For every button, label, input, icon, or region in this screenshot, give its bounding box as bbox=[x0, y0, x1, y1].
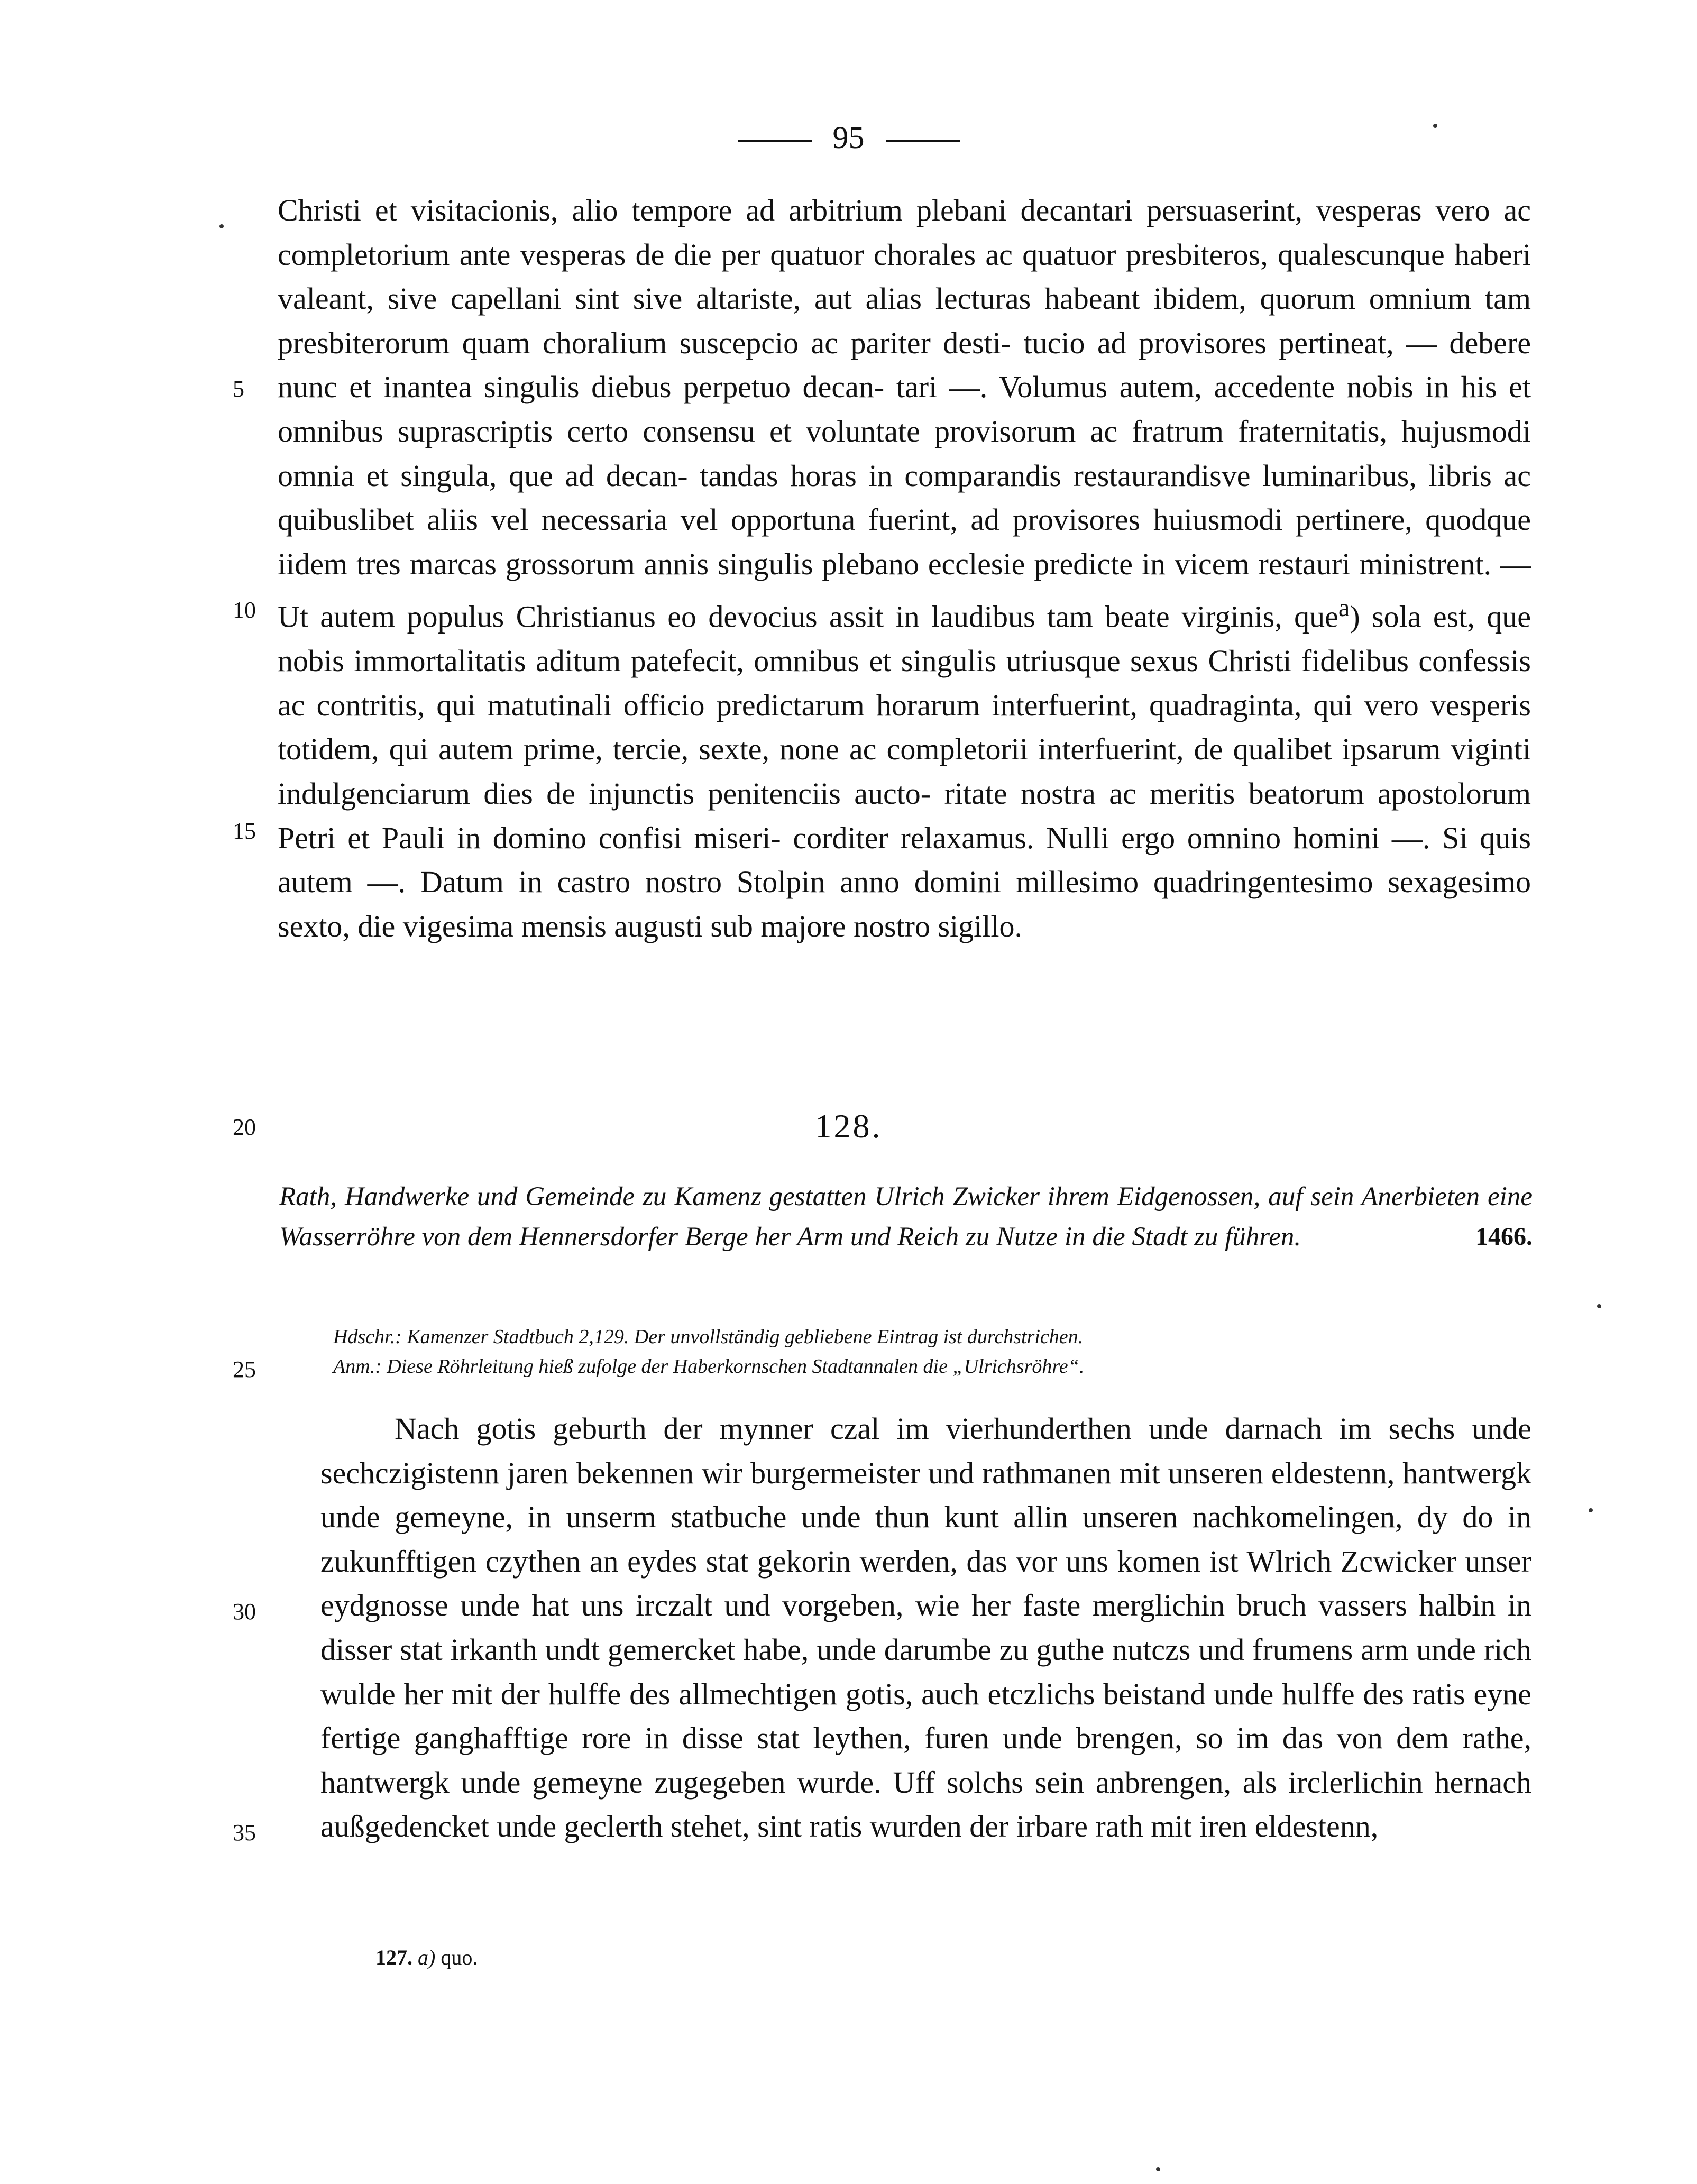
page-number-dash-right bbox=[886, 140, 960, 142]
document-date: 1466. bbox=[1475, 1223, 1533, 1251]
body-line: Ut autem populus Christianus eo devocius assit in laudibus tam beate virginis, que bbox=[278, 599, 1338, 634]
body-line: interfuerint, de qualibet ipsarum viginti indulgenciarum dies de injunctis penitenciis aucto- bbox=[278, 732, 1531, 811]
manuscript-source: Hdschr.: Kamenzer Stadtbuch 2,129. Der unvollständig gebliebene Eintrag ist durchstrichen. bbox=[333, 1326, 1084, 1348]
body-line: tucio ad provisores pertineat, — debere nunc et inantea singulis diebus perpetuo decan- bbox=[278, 325, 1531, 405]
page-number-dash-left bbox=[738, 140, 812, 142]
body-line: vero ac completorium ante vesperas de die per quatuor chorales ac quatuor presbiteros, bbox=[278, 193, 1531, 272]
source-notes bbox=[333, 1322, 1523, 1381]
body-line: corditer relaxamus. Nulli ergo omnino homini —. Si quis autem —. Datum in castro bbox=[278, 820, 1531, 900]
body-line: voluntate provisorum ac fratrum fraternitatis, hujusmodi omnia et singula, que ad decan- bbox=[278, 414, 1531, 493]
document-summary bbox=[279, 1177, 1533, 1257]
footnote bbox=[375, 1942, 478, 1974]
line-number-25: 25 bbox=[233, 1356, 256, 1382]
footnote-text: quo. bbox=[441, 1946, 478, 1969]
body-line: necessaria vel opportuna fuerint, ad provisores huiusmodi pertinere, quodque iidem tres bbox=[278, 502, 1531, 581]
document-number: 128. bbox=[814, 1107, 883, 1145]
body-line: nostro Stolpin anno domini millesimo quadringentesimo sexagesimo sexto, die vigesima bbox=[278, 865, 1531, 943]
body-line: mensis augusti sub majore nostro sigillo. bbox=[521, 909, 1022, 943]
footnote-reference: a bbox=[1338, 594, 1350, 622]
body-line: tari —. Volumus autem, accedente nobis in his et omnibus suprascriptis certo consensu et bbox=[278, 370, 1531, 448]
line-number-30: 30 bbox=[233, 1599, 256, 1625]
body-line: tandas horas in comparandis restaurandisve luminaribus, libris ac quibuslibet aliis vel bbox=[278, 458, 1531, 537]
body-line: est, que nobis immortalitatis aditum patefecit, omnibus et singulis utriusque sexus Christi bbox=[278, 599, 1531, 678]
footnote-mark: a) bbox=[418, 1946, 436, 1969]
page-number-text: 95 bbox=[832, 120, 865, 155]
scan-speck bbox=[1589, 1508, 1593, 1512]
footnote-number: 127. bbox=[375, 1946, 412, 1969]
body-line: ritate nostra ac meritis beatorum apostolorum Petri et Pauli in domino confisi miseri- bbox=[278, 776, 1531, 855]
page-number bbox=[0, 114, 1697, 161]
body-line: ibidem, quorum omnium tam presbiterorum quam choralium suscepcio ac pariter desti- bbox=[278, 281, 1531, 360]
body-line: fidelibus confessis ac contritis, qui matutinali officio predictarum horarum interfuerint, bbox=[278, 644, 1531, 722]
line-number-5: 5 bbox=[233, 376, 244, 402]
line-number-10: 10 bbox=[233, 597, 256, 623]
scan-speck bbox=[219, 224, 224, 228]
line-number-20: 20 bbox=[233, 1114, 256, 1140]
summary-text: Rath, Handwerke und Gemeinde zu Kamenz gestatten Ulrich Zwicker ihrem Eidgenossen, auf sein Anerbieten eine Wasserröhre von dem Hennersdorfer Berge her Arm und Reich zu Nutze in die Stadt zu führen. bbox=[279, 1182, 1533, 1252]
body-line: marcas grossorum annis singulis plebano ecclesie predicte in vicem restauri ministrent. — bbox=[409, 546, 1531, 581]
body-line: Christi et visitacionis, alio tempore ad arbitrium plebani decantari persuaserint, vesperas bbox=[278, 193, 1422, 227]
scan-speck bbox=[1433, 124, 1437, 128]
footnote-reference-tail: ) sola bbox=[1350, 599, 1421, 634]
charter-text-127-end bbox=[278, 188, 1531, 948]
charter-text-128: Nach gotis geburth der mynner czal im vierhunderthen unde darnach im sechs unde sechczigistenn jaren bekennen wir burgermeister und rathmanen mit unseren eldestenn, hantwergk unde gemeyne, in unserm statbuche unde thun kunt allin unseren nachkomelingen, dy do in zukunfftigen czythen an eydes stat gekorin werden, das vor uns komen ist Wlrich Zcwicker unser eydgnosse unde hat uns irczalt und vorgeben, wie her faste merglichin bruch vassers halbin in disser stat irkanth undt gemercket habe, unde darumbe zu guthe nutczs und frumens arm unde rich wulde her mit der hulffe des allmechtigen gotis, auch etczlichs beistand unde hulffe des ratis eyne fertige ganghafftige rore in disse stat leythen, furen unde brengen, so im das von dem rathe, hantwergk unde gemeyne zugegeben wurde. Uff solchs sein anbrengen, als irclerlichin hernach außgedencket unde geclerth stehet, sint ratis wurden der irbare rath mit iren eldestenn, bbox=[320, 1411, 1531, 1844]
scan-speck bbox=[1597, 1304, 1601, 1308]
body-line: quadraginta, qui vero vesperis totidem, qui autem prime, tercie, sexte, none ac completorii bbox=[278, 687, 1531, 767]
line-number-15: 15 bbox=[233, 818, 256, 844]
scan-speck bbox=[1156, 2167, 1160, 2171]
body-line: qualescunque haberi valeant, sive capellani sint sive altariste, aut alias lecturas habeant bbox=[278, 237, 1531, 316]
line-number-35: 35 bbox=[233, 1820, 256, 1846]
annotation-note: Anm.: Diese Röhrleitung hieß zufolge der Haberkornschen Stadtannalen die „Ulrichsröhre“. bbox=[333, 1355, 1085, 1378]
